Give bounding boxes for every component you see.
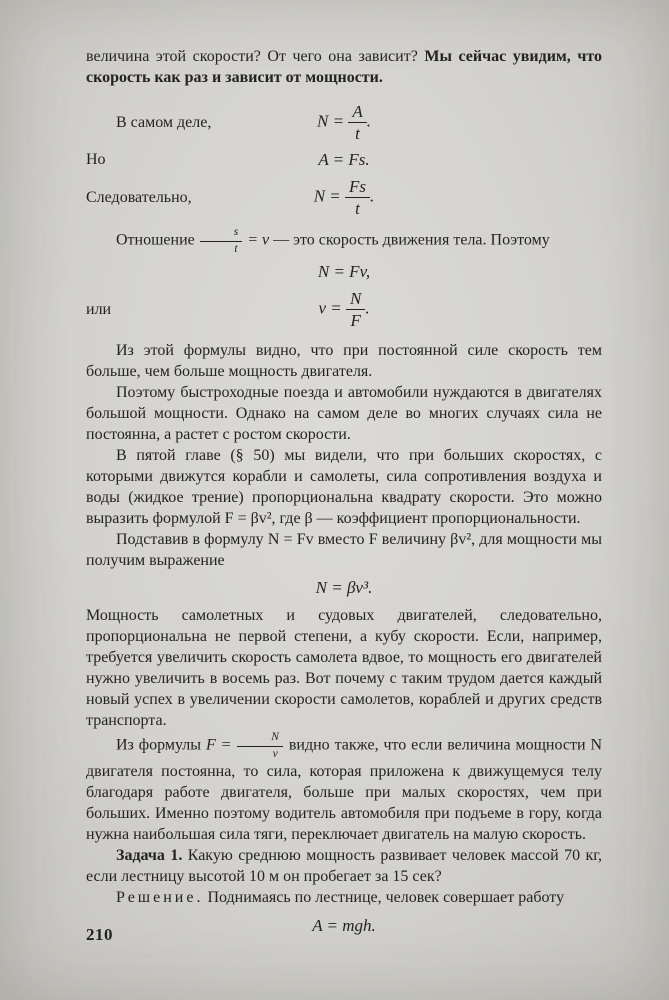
equation-mgh: A = mgh. xyxy=(312,916,376,935)
equation-row-n-fv xyxy=(86,262,602,282)
equation-tail: . xyxy=(365,298,370,318)
fraction-numerator: Fs xyxy=(345,177,370,198)
solution-lead: Решение. xyxy=(116,889,204,906)
paragraph-intro xyxy=(86,46,602,88)
fraction xyxy=(348,102,366,143)
fraction-numerator: s xyxy=(200,226,242,242)
equation-lhs: v = xyxy=(318,298,346,318)
solution-text: Поднимаясь по лестнице, человек совершает работу xyxy=(203,889,565,906)
page-number: 210 xyxy=(86,925,113,944)
equation-tail: . xyxy=(366,111,371,131)
force-suffix: видно также, что если величина мощности N двигателя постоянна, то сила, которая приложена к движущемуся телу благодаря работе двигателя, больше при малых скоростях, чем при больших. Именно поэтому водитель автомобиля при подъеме в гору, когда нужна наибольшая сила тяги, переключает двигатель на малую скорость. xyxy=(86,736,602,843)
equation-label-sledovatelno: Следовательно, xyxy=(86,188,192,206)
equation-work-definition: A = Fs. xyxy=(318,150,370,169)
paragraph-solution xyxy=(86,887,602,908)
intro-bold-text: Мы сейчас увидим, что скорость как раз и зависит от мощности. xyxy=(86,48,603,86)
paragraph-formula-conclusion: Из этой формулы видно, что при постоянной силе скорость тем больше, чем больше мощность двигателя. xyxy=(86,342,602,380)
equation-row-velocity xyxy=(86,289,602,330)
paragraph-fast-trains: Поэтому быстроходные поезда и автомобили нуждаются в двигателях большой мощности. Однако на самом деле во многих случаях сила не постоянна, а растет с ростом скорости. xyxy=(86,384,602,443)
equation-n-fv: N = Fv, xyxy=(317,262,371,281)
fraction xyxy=(345,177,370,218)
fraction-denominator: t xyxy=(234,242,238,255)
fraction-denominator: t xyxy=(355,124,360,143)
fraction-numerator: A xyxy=(348,102,366,123)
ratio-prefix: Отношение xyxy=(116,231,199,249)
paragraph-problem-1 xyxy=(86,845,602,887)
fraction-denominator: t xyxy=(355,199,360,218)
equation-label-v-samom-dele: В самом деле, xyxy=(116,113,212,131)
problem-1-lead: Задача 1. xyxy=(116,847,183,864)
equation-cube: N = βv³. xyxy=(315,578,373,597)
paragraph-engine-power: Мощность самолетных и судовых двигателей, следовательно, пропорциональна не первой степени, а кубу скорости. Если, например, требуется увеличить скорость самолета вдвое, то мощность его двигателей нужно увеличить в восемь раз. Вот почему с таким трудом дается каждый новый успех в увеличении скорости самолетов, кораблей и других средств транспорта. xyxy=(86,607,602,729)
ratio-equals-v: = v xyxy=(243,231,270,249)
equation-velocity xyxy=(86,289,602,330)
fraction-numerator: N xyxy=(237,731,283,747)
ratio-suffix: — это скорость движения тела. Поэтому xyxy=(269,231,550,249)
equation-row-work xyxy=(86,150,602,170)
paragraph-substitution: Подставив в формулу N = Fv вместо F величину βv², для мощности мы получим выражение xyxy=(86,531,602,569)
force-prefix: Из формулы xyxy=(116,736,206,754)
paragraph-ratio xyxy=(86,226,602,256)
equation-row-power-force xyxy=(86,177,602,218)
fraction xyxy=(346,289,365,330)
equation-tail: . xyxy=(370,186,375,206)
problem-1-text: Какую среднюю мощность развивает человек массой 70 кг, если лестницу высотой 10 м он пробегает за 15 сек? xyxy=(86,847,602,885)
paragraph-force-from-formula xyxy=(86,731,602,845)
equation-label-no: Но xyxy=(86,151,106,168)
equation-lhs: N = xyxy=(313,186,346,206)
fraction xyxy=(237,731,283,761)
equation-row-power-definition xyxy=(86,102,602,143)
equation-label-ili: или xyxy=(86,300,112,318)
fraction-numerator: N xyxy=(346,289,365,310)
paragraph-chapter-five: В пятой главе (§ 50) мы видели, что при больших скоростях, с которыми движутся корабли и самолеты, сила сопротивления воздуха и воды (жидкое трение) пропорциональна квадрату скорости. Это можно выразить формулой F = βv², где β — коэффициент пропорциональности. xyxy=(86,447,602,527)
equation-row-mgh xyxy=(86,916,602,936)
equation-lhs: N = xyxy=(317,111,349,131)
equation-row-cube xyxy=(86,578,602,598)
text-column xyxy=(86,46,602,936)
fraction xyxy=(200,226,242,256)
inline-equation-lhs: F = xyxy=(205,736,237,754)
fraction-denominator: v xyxy=(272,747,278,760)
fraction-denominator: F xyxy=(350,311,361,330)
intro-normal-text: величина этой скорости? От чего она зависит? xyxy=(86,48,425,65)
